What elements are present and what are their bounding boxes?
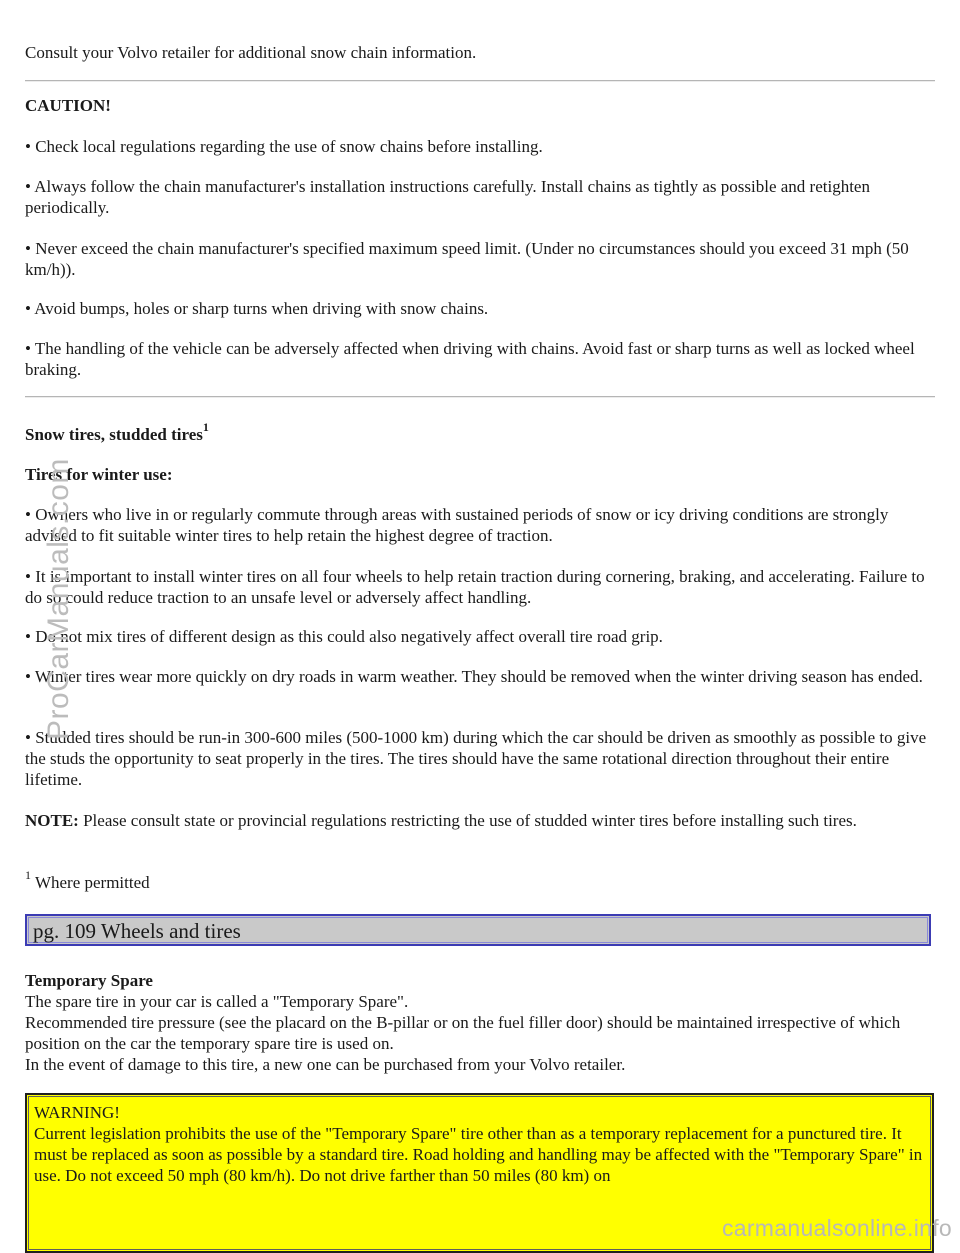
bottom-watermark: carmanualsonline.info [721, 1215, 952, 1241]
snow-item: • It is important to install winter tires on all four wheels to help retain traction during cornering, braking, and accelerating. Failure to do so could reduce traction to an unsafe level or adversely affect handling. [25, 567, 925, 607]
divider [25, 80, 935, 82]
intro-text: Consult your Volvo retailer for additional snow chain information. [25, 43, 477, 62]
page-section-header-text: pg. 109 Wheels and tires [33, 919, 241, 943]
note-text: Please consult state or provincial regulations restricting the use of studded winter tires before installing such tires. [78, 811, 857, 830]
warning-title: WARNING! [34, 1103, 120, 1122]
spare-line: Recommended tire pressure (see the placard on the B-pillar or on the fuel filler door) should be maintained irrespective of which position on the car the temporary spare tire is used on. [25, 1013, 901, 1053]
caution-title-text: CAUTION! [25, 96, 111, 115]
snow-title [25, 420, 935, 445]
note-label: NOTE: [25, 811, 79, 830]
caution-title [25, 95, 935, 116]
spare-title [25, 970, 935, 991]
caution-item: • Avoid bumps, holes or sharp turns when driving with snow chains. [25, 299, 489, 318]
side-watermark-text: ProCarManuals.com [42, 458, 75, 740]
divider [25, 396, 935, 398]
snow-title-footnote-mark: 1 [202, 420, 209, 435]
snow-subtitle [25, 464, 935, 485]
caution-item: • The handling of the vehicle can be adversely affected when driving with chains. Avoid fast or sharp turns as well as locked wheel braking. [25, 339, 915, 379]
footnote [25, 868, 935, 893]
snow-item: • Do not mix tires of different design as this could also negatively affect overall tire road grip. [25, 627, 663, 646]
spare-title-text: Temporary Spare [25, 971, 153, 990]
page-section-header [25, 914, 931, 946]
spare-line: In the event of damage to this tire, a new one can be purchased from your Volvo retailer. [25, 1055, 626, 1074]
warning-text: Current legislation prohibits the use of the "Temporary Spare" tire other than as a temporary replacement for a punctured tire. It must be replaced as soon as possible by a standard tire. Road holding and handling may be affected with the "Temporary Spare" in use. Do not exceed 50 mph (80 km/h). Do not drive farther than 50 miles (80 km) on [34, 1124, 923, 1185]
snow-item: • Owners who live in or regularly commute through areas with sustained periods of snow or icy driving conditions are strongly advised to fit suitable winter tires to help retain the highest degree of traction. [25, 505, 889, 545]
caution-item: • Never exceed the chain manufacturer's specified maximum speed limit. (Under no circumstances should you exceed 31 mph (50 km/h)). [25, 239, 909, 279]
snow-subtitle-text: Tires for winter use: [25, 465, 173, 484]
footnote-mark: 1 [25, 868, 31, 883]
snow-item: • Studded tires should be run-in 300-600 miles (500-1000 km) during which the car should be driven as smoothly as possible to give the studs the opportunity to seat properly in the tires. The tires should have the same rotational direction throughout their entire lifetime. [25, 728, 927, 789]
footnote-text: Where permitted [31, 873, 150, 892]
snow-title-text: Snow tires, studded tires [25, 425, 203, 444]
spare-line: The spare tire in your car is called a "Temporary Spare". [25, 992, 409, 1011]
caution-item: • Check local regulations regarding the use of snow chains before installing. [25, 137, 543, 156]
note [25, 810, 935, 831]
snow-item: • Winter tires wear more quickly on dry roads in warm weather. They should be removed when the winter driving season has ended. [25, 667, 923, 686]
caution-item: • Always follow the chain manufacturer's installation instructions carefully. Install chains as tightly as possible and retighten periodically. [25, 177, 870, 217]
